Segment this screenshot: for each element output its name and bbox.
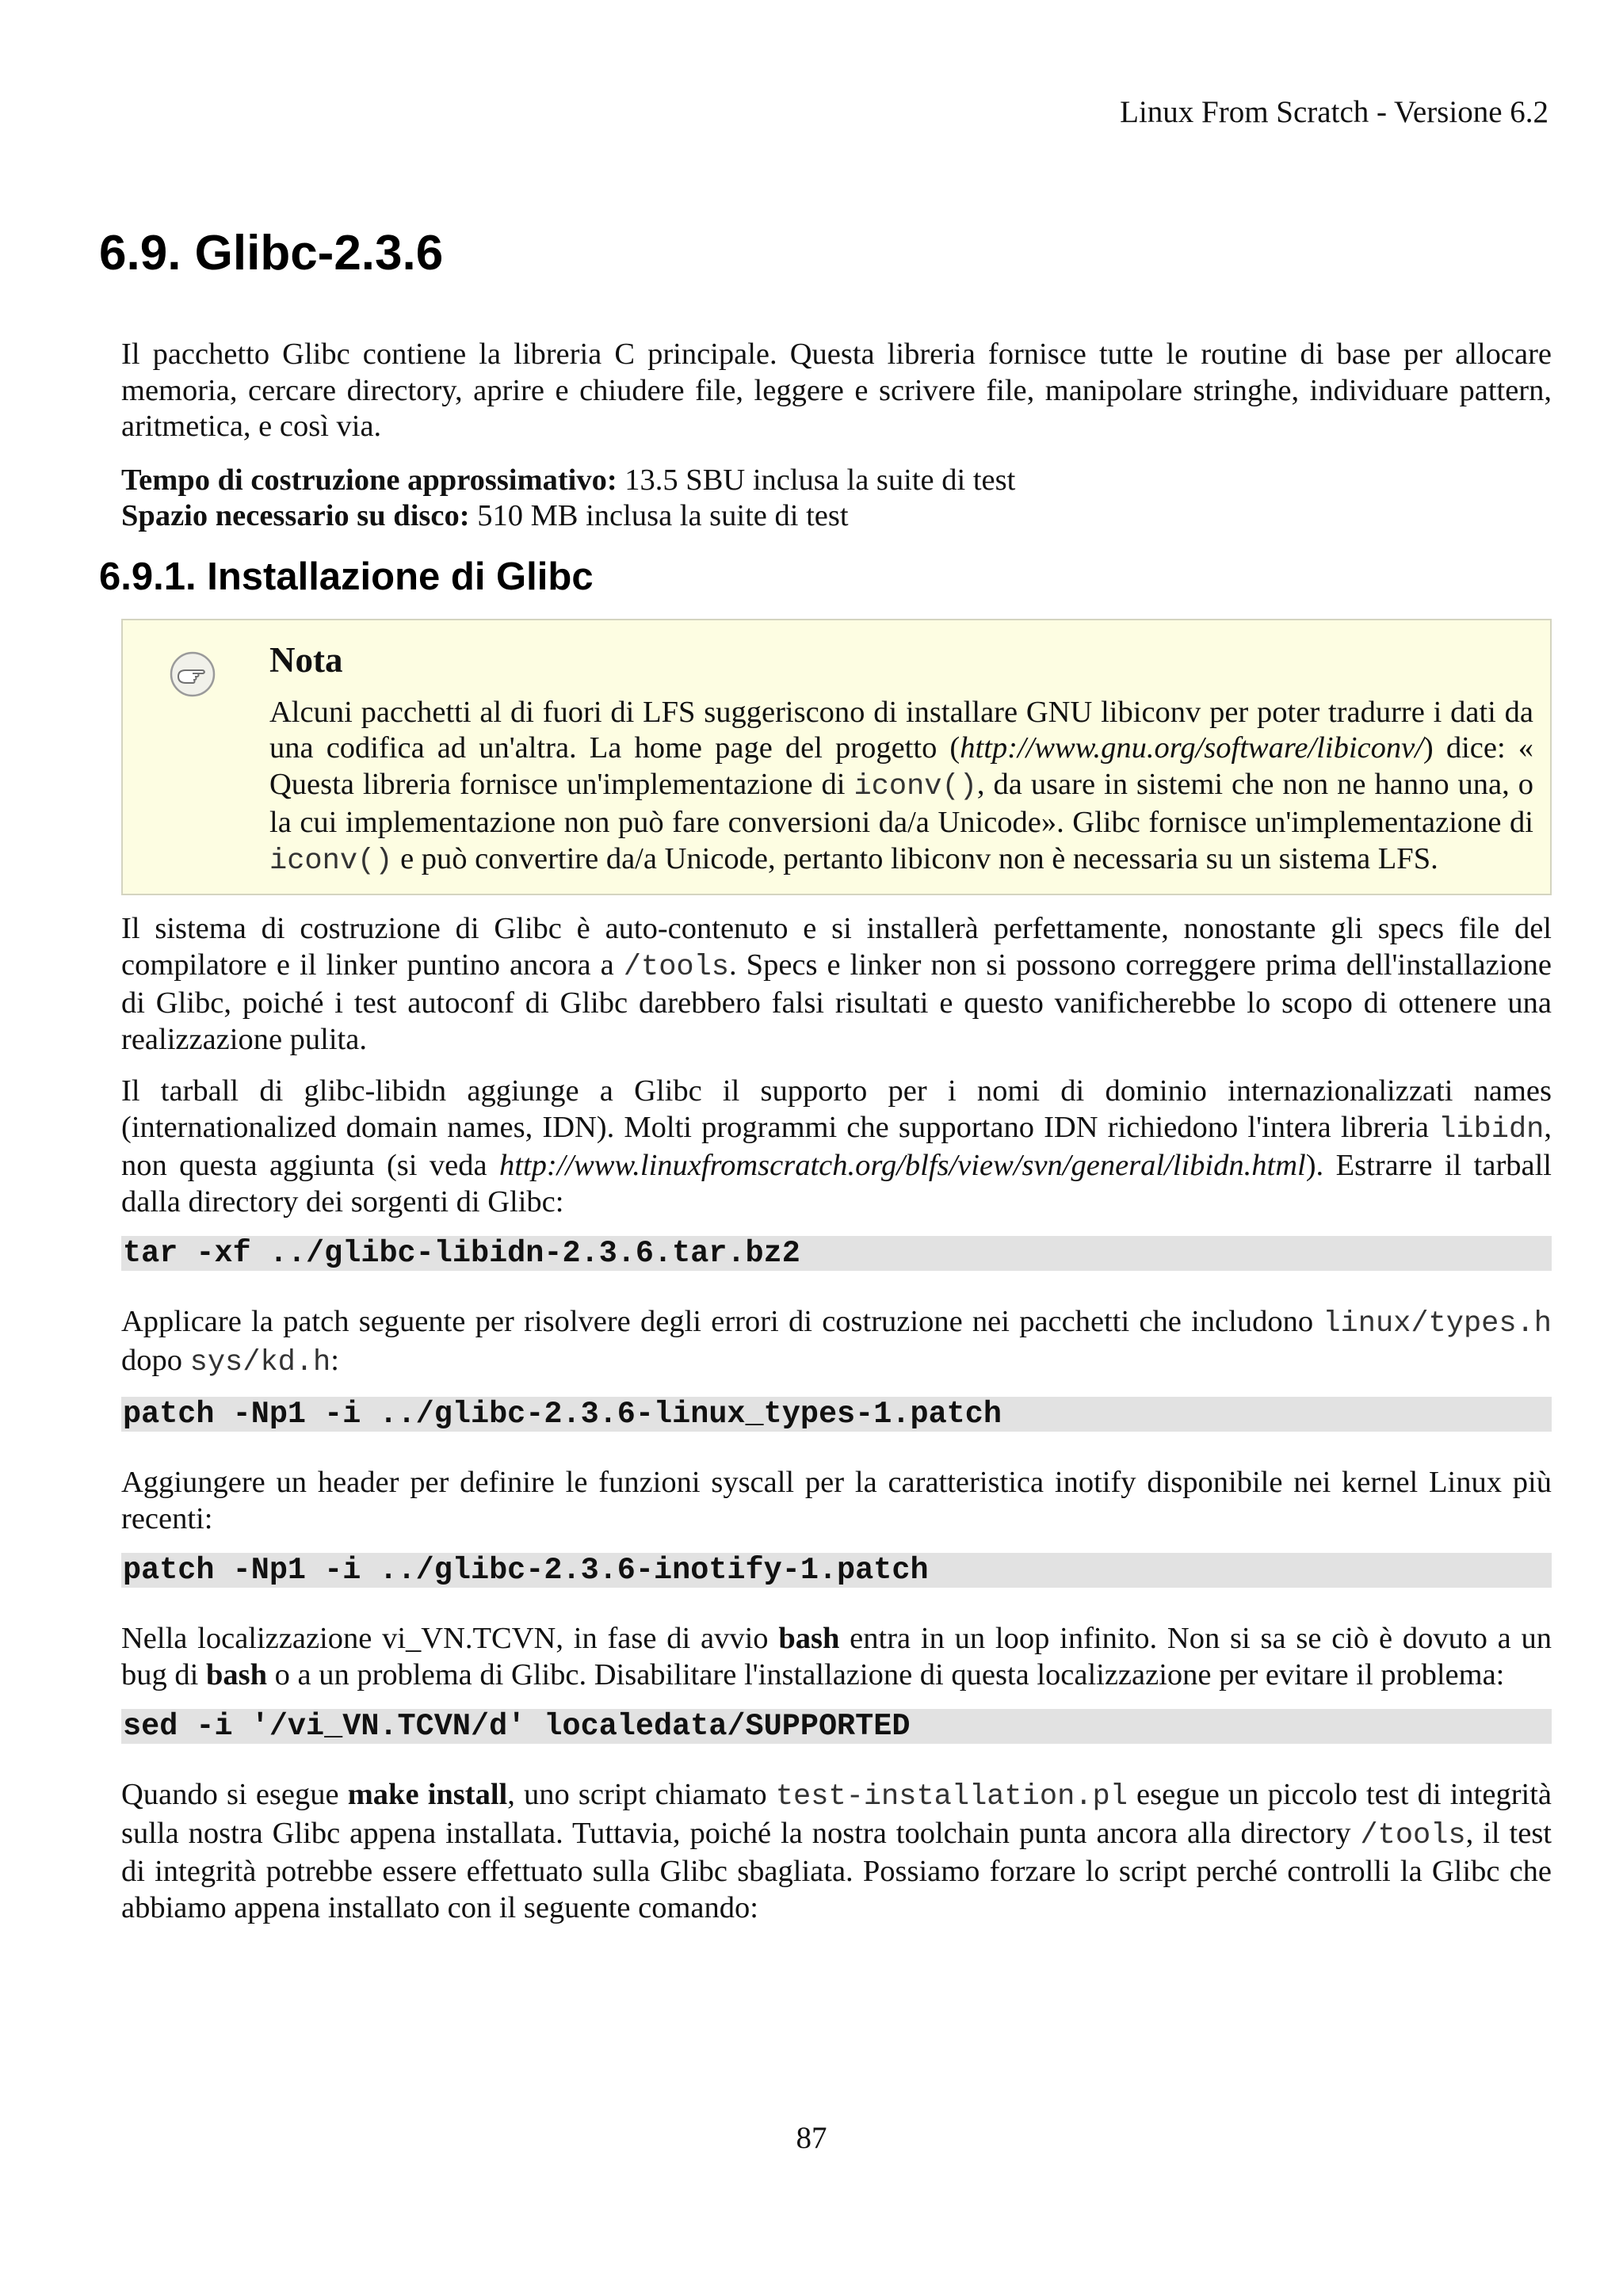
note-text-part: Alcuni pacchetti al di fuori di LFS suggeriscono di installare GNU libiconv per poter tradurre i dati da una codifica ad un'altra. La home page del progetto ( [269, 695, 1533, 765]
text-run: , uno script chiamato [507, 1778, 776, 1811]
package-stats [121, 463, 1552, 535]
text-run: entra in un loop infinito. Non si sa se ciò è dovuto a un bug di [121, 1622, 1552, 1691]
test-installation-paragraph [121, 1777, 1552, 1926]
page-number: 87 [796, 2121, 827, 2155]
running-header: Linux From Scratch - Versione 6.2 [1120, 95, 1549, 129]
inline-code: iconv() [269, 844, 393, 878]
build-time-label: Tempo di costruzione approssimativo: [121, 463, 617, 497]
disk-space-value: 510 MB inclusa la suite di test [469, 499, 849, 532]
text-run: Nella localizzazione vi_VN.TCVN, in fase di avvio [121, 1622, 779, 1655]
text-run: Il tarball di glibc-libidn aggiunge a Glibc il supporto per i nomi di dominio internazionalizzati names (internationalized domain names, IDN). Molti programmi che supportano IDN richiedono l'intera libreria [121, 1074, 1552, 1144]
inline-code: linux/types.h [1323, 1307, 1552, 1341]
section-title: 6.9.1. Installazione di Glibc [99, 555, 594, 598]
intro-paragraph: Il pacchetto Glibc contiene la libreria C principale. Questa libreria fornisce tutte le routine di base per allocare memoria, cercare directory, aprire e chiudere file, leggere e scrivere file, manipolare stringhe, individuare pattern, aritmetica, e così via. [121, 338, 1552, 443]
inline-code: /tools [623, 950, 730, 984]
build-time-line [121, 463, 1552, 499]
command-block: patch -Np1 -i ../glibc-2.3.6-inotify-1.patch [121, 1553, 1552, 1588]
text-run: , il test di integrità potrebbe essere effettuato sulla Glibc sbagliata. Possiamo forzare lo script perché controlli la Glibc che abbiamo appena installato con il seguente comando: [121, 1816, 1552, 1924]
text-run: Quando si esegue [121, 1778, 348, 1811]
inotify-paragraph: Aggiungere un header per definire le funzioni syscall per la caratteristica inotify disponibile nei kernel Linux più recenti: [121, 1466, 1552, 1535]
command-block: tar -xf ../glibc-libidn-2.3.6.tar.bz2 [121, 1236, 1552, 1271]
command-block: sed -i '/vi_VN.TCVN/d' localedata/SUPPORTED [121, 1709, 1552, 1744]
text-run: : [330, 1343, 339, 1377]
text-run: ). Estrarre il tarball dalla directory dei sorgenti di Glibc: [121, 1149, 1552, 1219]
bold-command: bash [778, 1622, 840, 1655]
bold-command: bash [205, 1657, 268, 1691]
page-content [99, 337, 1552, 1926]
disk-space-label: Spazio necessario su disco: [121, 499, 470, 532]
locale-paragraph [121, 1621, 1552, 1693]
bold-command: make install [347, 1778, 508, 1811]
text-run: dopo [121, 1343, 190, 1377]
inline-code: libidn [1438, 1112, 1545, 1146]
note-box [121, 619, 1552, 896]
pointing-hand-icon [169, 650, 216, 698]
build-system-paragraph [121, 911, 1552, 1058]
inline-code: /tools [1360, 1818, 1466, 1852]
inline-code: sys/kd.h [189, 1345, 331, 1379]
libiconv-link[interactable]: http://www.gnu.org/software/libiconv/ [960, 731, 1423, 765]
text-run: esegue un piccolo test di integrità sulla nostra Glibc appena installata. Tuttavia, poiché la nostra toolchain punta ancora alla directory [121, 1778, 1552, 1850]
note-text-part: , da usare in sistemi che non ne hanno una, o la cui implementazione non può fare conversioni da/a Unicode». Glibc fornisce un'implementazione di [269, 767, 1533, 839]
text-run: Applicare la patch seguente per risolvere degli errori di costruzione nei pacchetti che includono [121, 1305, 1323, 1338]
command-block: patch -Np1 -i ../glibc-2.3.6-linux_types-1.patch [121, 1397, 1552, 1432]
chapter-title: 6.9. Glibc-2.3.6 [99, 226, 444, 280]
note-text-part: ) dice: « Questa libreria fornisce un'implementazione di [269, 731, 1533, 801]
text-run: o a un problema di Glibc. Disabilitare l'installazione di questa localizzazione per evitare il problema: [267, 1657, 1505, 1691]
note-title: Nota [269, 639, 343, 680]
libidn-link[interactable]: http://www.linuxfromscratch.org/blfs/view/svn/general/libidn.html [498, 1149, 1306, 1182]
linux-types-paragraph [121, 1304, 1552, 1381]
inline-code: iconv() [854, 769, 977, 803]
text-run: Il sistema di costruzione di Glibc è auto-contenuto e si installerà perfettamente, nonostante gli specs file del compilatore e il linker puntino ancora a [121, 912, 1552, 982]
text-run: . Specs e linker non si possono correggere prima dell'installazione di Glibc, poiché i test autoconf di Glibc darebbero falsi risultati e questo vanificherebbe lo scopo di ottenere una realizzazione pulita. [121, 948, 1552, 1056]
text-run: , non questa aggiunta (si veda [121, 1110, 1552, 1182]
disk-space-line [121, 498, 1552, 535]
build-time-value: 13.5 SBU inclusa la suite di test [617, 463, 1016, 497]
inline-code: test-installation.pl [775, 1780, 1128, 1814]
libidn-paragraph [121, 1074, 1552, 1220]
note-text [269, 695, 1533, 880]
note-text-part: e può convertire da/a Unicode, pertanto libiconv non è necessaria su un sistema LFS. [392, 841, 1438, 875]
